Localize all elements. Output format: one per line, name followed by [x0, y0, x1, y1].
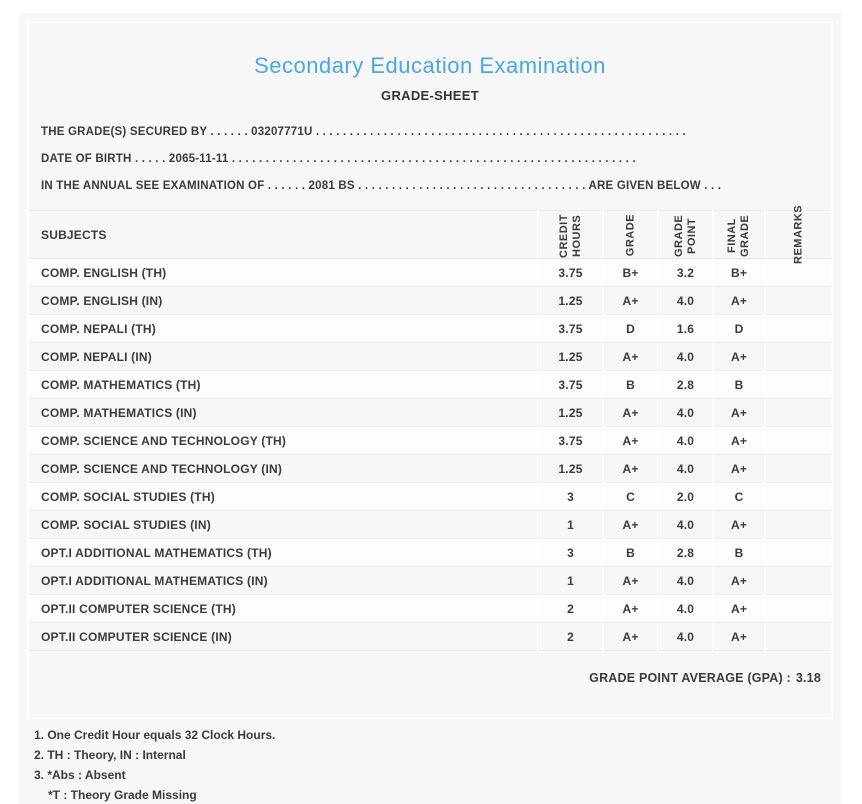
footnote-line: *T : Theory Grade Missing: [48, 788, 197, 802]
final-grade-cell: B: [713, 539, 765, 567]
remarks-cell: [765, 399, 831, 427]
remarks-cell: [765, 595, 831, 623]
table-header-row: [29, 211, 831, 259]
remarks-label: REMARKS: [792, 204, 804, 264]
subject-cell: OPT.I ADDITIONAL MATHEMATICS (IN): [29, 567, 538, 595]
grade-point-cell: 1.6: [658, 315, 713, 343]
final-grade-cell: C: [713, 483, 765, 511]
grade-sheet-subtitle: GRADE-SHEET: [381, 88, 479, 103]
subject-cell: COMP. SCIENCE AND TECHNOLOGY (IN): [29, 455, 538, 483]
subject-cell: COMP. ENGLISH (IN): [29, 287, 538, 315]
grade-point-cell: 3.2: [658, 259, 713, 287]
credit-hours-cell: 1.25: [538, 343, 603, 371]
secured-by-line: THE GRADE(S) SECURED BY . . . . . . 03207771U . . . . . . . . . . . . . . . . . . . . . . . . . . . . . . . . . . . . . . . . . . . . . . . . . . . . . . .: [41, 126, 686, 138]
credit-hours-cell: 2: [538, 623, 603, 651]
final-grade-cell: A+: [713, 595, 765, 623]
gpa-label: GRADE POINT AVERAGE (GPA) :: [589, 671, 791, 685]
subject-cell: COMP. MATHEMATICS (TH): [29, 371, 538, 399]
grade-cell: A+: [603, 455, 658, 483]
credit-hours-cell: 1.25: [538, 287, 603, 315]
table-row: [29, 259, 831, 287]
date-of-birth-line: DATE OF BIRTH . . . . . 2065-11-11 . . . . . . . . . . . . . . . . . . . . . . . . . . . . . . . . . . . . . . . . . . . . . . . . . . . . . . . . . . . .: [41, 153, 636, 165]
subject-cell: COMP. SCIENCE AND TECHNOLOGY (TH): [29, 427, 538, 455]
remarks-cell: [765, 315, 831, 343]
table-row: [29, 595, 831, 623]
column-header-subjects: SUBJECTS: [29, 211, 538, 259]
examination-year-line: IN THE ANNUAL SEE EXAMINATION OF . . . . . . 2081 BS . . . . . . . . . . . . . . . . . . . . . . . . . . . . . . . . . . ARE GIVEN BELOW . . .: [41, 180, 722, 192]
final-grade-cell: A+: [713, 287, 765, 315]
final-grade-cell: A+: [713, 427, 765, 455]
credit-hours-cell: 1: [538, 567, 603, 595]
grade-point-cell: 4.0: [658, 343, 713, 371]
remarks-cell: [765, 455, 831, 483]
grade-point-cell: 4.0: [658, 455, 713, 483]
grade-label: GRADE: [624, 214, 636, 257]
credit-hours-label: CREDIT HOURS: [557, 214, 583, 258]
table-row: [29, 287, 831, 315]
column-header-grade: [603, 211, 658, 259]
remarks-cell: [765, 343, 831, 371]
subject-cell: COMP. ENGLISH (TH): [29, 259, 538, 287]
footnote-line: 2. TH : Theory, IN : Internal: [34, 748, 186, 762]
page-title: Secondary Education Examination: [254, 53, 606, 78]
credit-hours-cell: 1: [538, 511, 603, 539]
subject-cell: COMP. NEPALI (IN): [29, 343, 538, 371]
subject-cell: OPT.II COMPUTER SCIENCE (IN): [29, 623, 538, 651]
table-row: [29, 455, 831, 483]
credit-hours-cell: 3.75: [538, 259, 603, 287]
final-grade-label: FINAL GRADE: [726, 214, 751, 258]
credit-hours-cell: 2: [538, 595, 603, 623]
grade-cell: A+: [603, 399, 658, 427]
grade-cell: A+: [603, 427, 658, 455]
column-header-credit-hours: [538, 211, 603, 259]
remarks-cell: [765, 287, 831, 315]
subject-cell: COMP. MATHEMATICS (IN): [29, 399, 538, 427]
grade-point-cell: 4.0: [658, 427, 713, 455]
grade-cell: C: [603, 483, 658, 511]
credit-hours-cell: 3: [538, 483, 603, 511]
grade-point-cell: 4.0: [658, 623, 713, 651]
table-row: [29, 371, 831, 399]
table-row: [29, 539, 831, 567]
credit-hours-cell: 1.25: [538, 455, 603, 483]
grade-cell: A+: [603, 511, 658, 539]
table-row: [29, 567, 831, 595]
remarks-cell: [765, 371, 831, 399]
subject-cell: COMP. SOCIAL STUDIES (TH): [29, 483, 538, 511]
final-grade-cell: A+: [713, 623, 765, 651]
final-grade-cell: A+: [713, 455, 765, 483]
final-grade-cell: D: [713, 315, 765, 343]
final-grade-cell: A+: [713, 567, 765, 595]
credit-hours-cell: 3.75: [538, 371, 603, 399]
grade-cell: A+: [603, 343, 658, 371]
grade-point-cell: 4.0: [658, 511, 713, 539]
grade-point-cell: 2.8: [658, 539, 713, 567]
table-row: [29, 399, 831, 427]
final-grade-cell: A+: [713, 511, 765, 539]
grade-cell: B: [603, 539, 658, 567]
credit-hours-cell: 3.75: [538, 427, 603, 455]
footnote-line: 3. *Abs : Absent: [34, 768, 126, 782]
grade-cell: B: [603, 371, 658, 399]
subject-cell: COMP. SOCIAL STUDIES (IN): [29, 511, 538, 539]
table-row: [29, 623, 831, 651]
table-row: [29, 483, 831, 511]
remarks-cell: [765, 483, 831, 511]
footnotes: [34, 725, 826, 804]
footnote-line: 1. One Credit Hour equals 32 Clock Hours.: [34, 728, 276, 742]
table-row: [29, 511, 831, 539]
remarks-cell: [765, 623, 831, 651]
subject-cell: OPT.II COMPUTER SCIENCE (TH): [29, 595, 538, 623]
grade-cell: A+: [603, 623, 658, 651]
gpa-value: 3.18: [795, 671, 821, 685]
grade-cell: A+: [603, 287, 658, 315]
column-header-final-grade: [713, 211, 765, 259]
gpa-row: [29, 671, 831, 685]
subject-cell: COMP. NEPALI (TH): [29, 315, 538, 343]
grade-point-cell: 4.0: [658, 399, 713, 427]
grade-point-cell: 4.0: [658, 595, 713, 623]
grade-cell: B+: [603, 259, 658, 287]
credit-hours-cell: 1.25: [538, 399, 603, 427]
subject-cell: OPT.I ADDITIONAL MATHEMATICS (TH): [29, 539, 538, 567]
final-grade-cell: B: [713, 371, 765, 399]
remarks-cell: [765, 427, 831, 455]
remarks-cell: [765, 539, 831, 567]
table-row: [29, 427, 831, 455]
grade-point-cell: 2.8: [658, 371, 713, 399]
final-grade-cell: A+: [713, 399, 765, 427]
grade-point-cell: 4.0: [658, 567, 713, 595]
column-header-grade-point: [658, 211, 713, 259]
grade-point-cell: 4.0: [658, 287, 713, 315]
grade-sheet-card: [19, 13, 841, 804]
remarks-cell: [765, 567, 831, 595]
candidate-info: [41, 119, 819, 200]
grade-cell: A+: [603, 595, 658, 623]
grades-table: [29, 204, 831, 651]
remarks-cell: [765, 511, 831, 539]
final-grade-cell: A+: [713, 343, 765, 371]
table-row: [29, 315, 831, 343]
table-row: [29, 343, 831, 371]
grade-point-cell: 2.0: [658, 483, 713, 511]
grade-cell: D: [603, 315, 658, 343]
grade-sheet-panel: [27, 21, 833, 719]
final-grade-cell: B+: [713, 259, 765, 287]
credit-hours-cell: 3.75: [538, 315, 603, 343]
grade-point-label: GRADE POINT: [672, 214, 698, 258]
grade-cell: A+: [603, 567, 658, 595]
column-header-remarks: [765, 204, 831, 264]
credit-hours-cell: 3: [538, 539, 603, 567]
